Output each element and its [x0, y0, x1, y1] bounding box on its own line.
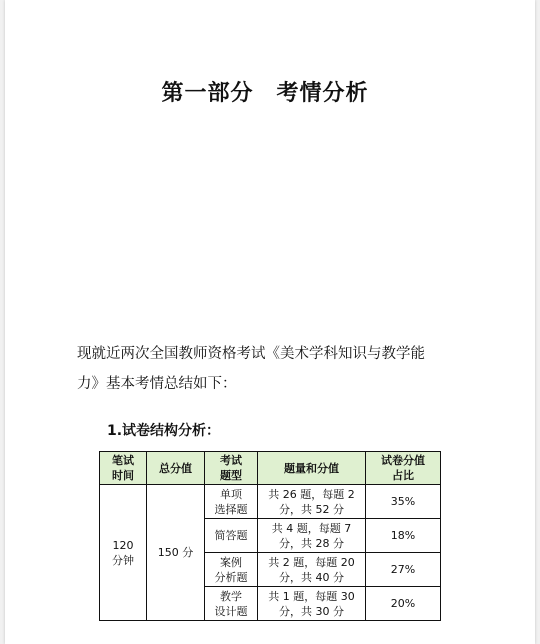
question-type-cell: 案例 分析题	[205, 553, 258, 587]
intro-paragraph-line2: 力》基本考情总结如下：	[77, 376, 237, 392]
table-header-row	[100, 452, 441, 485]
header-score-ratio: 试卷分值 占比	[366, 452, 441, 485]
ratio-cell: 27%	[366, 553, 441, 587]
total-score-cell: 150 分	[147, 485, 205, 621]
header-total-score: 总分值	[147, 452, 205, 485]
table-row	[100, 485, 441, 519]
header-question-type: 考试 题型	[205, 452, 258, 485]
ratio-cell: 18%	[366, 519, 441, 553]
question-type-cell: 简答题	[205, 519, 258, 553]
count-score-cell: 共 4 题，每题 7 分，共 28 分	[258, 519, 366, 553]
exam-structure-table	[99, 451, 441, 621]
exam-time-cell: 120 分钟	[100, 485, 147, 621]
page-title: 第一部分 考情分析	[161, 81, 369, 106]
question-type-cell: 单项 选择题	[205, 485, 258, 519]
intro-paragraph-line1: 现就近两次全国教师资格考试《美术学科知识与教学能	[77, 346, 425, 362]
header-count-and-score: 题量和分值	[258, 452, 366, 485]
ratio-cell: 35%	[366, 485, 441, 519]
question-type-cell: 教学 设计题	[205, 587, 258, 621]
count-score-cell: 共 2 题，每题 20 分，共 40 分	[258, 553, 366, 587]
section-heading: 1.试卷结构分析：	[107, 423, 221, 439]
count-score-cell: 共 26 题，每题 2 分，共 52 分	[258, 485, 366, 519]
header-exam-time: 笔试 时间	[100, 452, 147, 485]
count-score-cell: 共 1 题，每题 30 分，共 30 分	[258, 587, 366, 621]
ratio-cell: 20%	[366, 587, 441, 621]
